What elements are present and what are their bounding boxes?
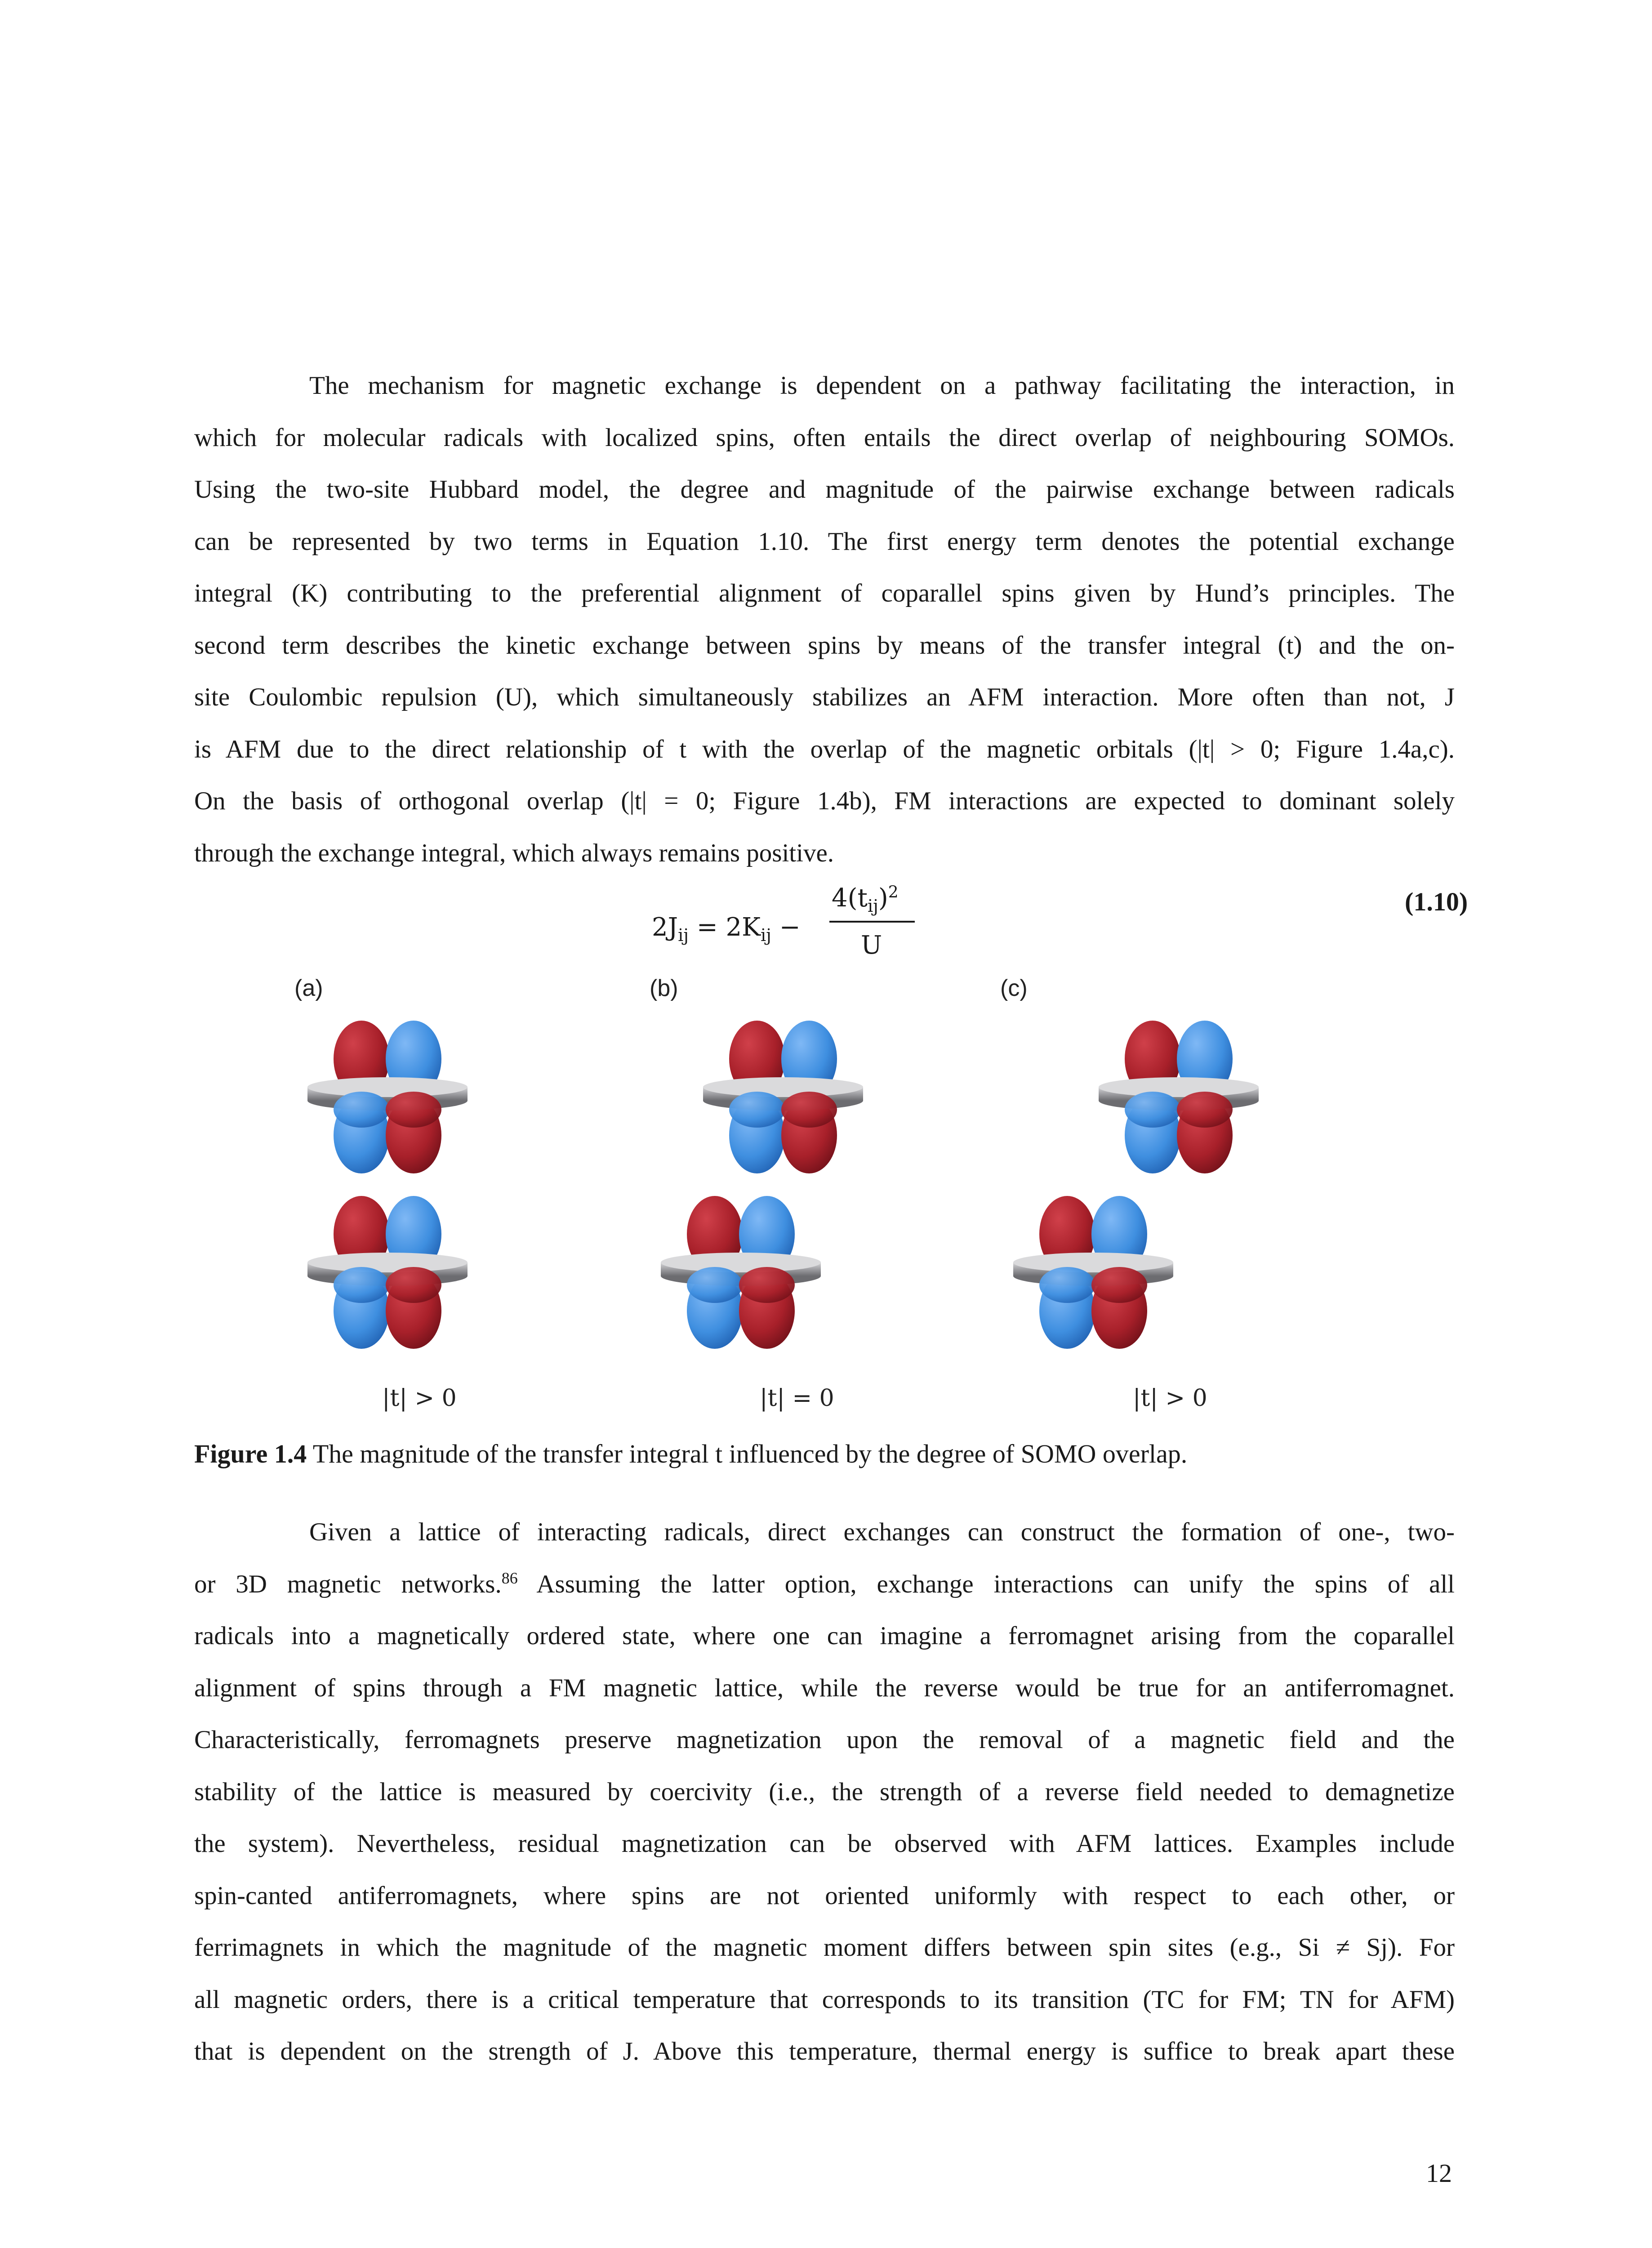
text-line: can be represented by two terms in Equation 1.10. The first energy term denotes the potential exchange (194, 527, 1455, 556)
panel-label-c: (c) (1000, 975, 1028, 1001)
paragraph-2 (194, 1506, 1455, 2078)
text-line: which for molecular radicals with localized spins, often entails the direct overlap of neighbouring SOMOs. (194, 423, 1455, 452)
equation-numerator: $4(t_{ij})^2$ (832, 883, 899, 916)
text-line: The mechanism for magnetic exchange is dependent on a pathway facilitating the interaction, in (309, 371, 1455, 400)
text-line: Given a lattice of interacting radicals, direct exchanges can construct the formation of one-, two- (309, 1518, 1455, 1546)
text-line: ferrimagnets in which the magnitude of the magnetic moment differs between spin sites (e.g., Si ≠ Sj). For (194, 1933, 1455, 1962)
text-line: is AFM due to the direct relationship of t with the overlap of the magnetic orbitals (|t| > 0; Figure 1.4a,c). (194, 735, 1455, 763)
caption-text: The magnitude of the transfer integral t influenced by the degree of SOMO overlap. (307, 1439, 1188, 1468)
panel-label-b: (b) (650, 975, 678, 1001)
text-line: all magnetic orders, there is a critical temperature that corresponds to its transition (TC for FM; TN for AFM) (194, 1985, 1455, 2014)
text-line: alignment of spins through a FM magnetic lattice, while the reverse would be true for an antiferromagnet. (194, 1673, 1455, 1702)
page-number: 12 (1426, 2159, 1452, 2188)
figure-caption (194, 1439, 1187, 1469)
text-line: stability of the lattice is measured by coercivity (i.e., the strength of a reverse field needed to demagnetize (194, 1777, 1455, 1806)
text-line: radicals into a magnetically ordered state, where one can imagine a ferromagnet arising from the coparallel (194, 1622, 1455, 1650)
caption-label: Figure 1.4 (194, 1439, 307, 1468)
text-line: spin-canted antiferromagnets, where spins are not oriented uniformly with respect to each other, or (194, 1881, 1455, 1910)
text-line: the system). Nevertheless, residual magnetization can be observed with AFM lattices. Examples include (194, 1829, 1455, 1858)
text-line: On the basis of orthogonal overlap (|t| = 0; Figure 1.4b), FM interactions are expected to dominant solely (194, 787, 1455, 815)
text-line: second term describes the kinetic exchange between spins by means of the transfer integral (t) and the on- (194, 631, 1455, 660)
text-line: integral (K) contributing to the preferential alignment of coparallel spins given by Hund’s principles. The (194, 579, 1455, 607)
transfer-label-b: |t| = 0 (760, 1385, 834, 1412)
text-line: that is dependent on the strength of J. Above this temperature, thermal energy is suffice to break apart these (194, 2037, 1455, 2065)
transfer-label-a: |t| > 0 (382, 1385, 457, 1412)
equation-denominator: U (861, 931, 882, 960)
text-line: through the exchange integral, which always remains positive. (194, 839, 834, 867)
equation-lhs: $2J_{ij} = 2K_{ij}$ − (652, 913, 801, 946)
text-line: site Coulombic repulsion (U), which simultaneously stabilizes an AFM interaction. More often than not, J (194, 683, 1455, 711)
citation: 86 (501, 1569, 518, 1587)
panel-label-a: (a) (294, 975, 323, 1001)
text-line: Using the two-site Hubbard model, the degree and magnitude of the pairwise exchange between radicals (194, 475, 1455, 504)
transfer-label-c: |t| > 0 (1133, 1385, 1207, 1412)
text-line: or 3D magnetic networks.$^{86}$ Assuming the latter option, exchange interactions can unify the spins of all (194, 1569, 1455, 1598)
text-line: Characteristically, ferromagnets preserve magnetization upon the removal of a magnetic field and the (194, 1726, 1455, 1754)
equation-number: (1.10) (1405, 887, 1468, 916)
